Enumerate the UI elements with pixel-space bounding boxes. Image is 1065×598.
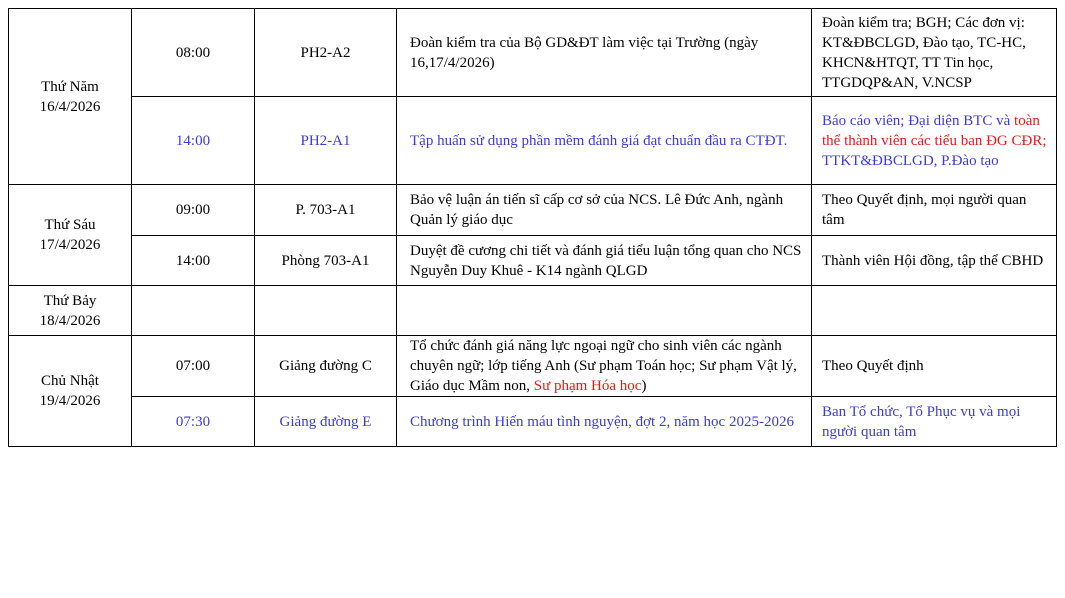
day-cell [9,9,132,185]
day-name: Thứ Năm [41,78,99,95]
day-date: 18/4/2026 [39,312,101,329]
place-cell: Giảng đường E [255,397,397,447]
table-row [9,286,1057,336]
participants-cell [812,286,1057,336]
time-cell: 07:30 [132,397,255,447]
day-date: 16/4/2026 [39,98,101,115]
day-name: Chủ Nhật [41,373,99,389]
day-date: 19/4/2026 [39,393,101,409]
content-cell: Bảo vệ luận án tiến sĩ cấp cơ sở của NCS. Lê Đức Anh, ngành Quản lý giáo dục [397,185,812,236]
content-cell: Tập huấn sử dụng phần mềm đánh giá đạt chuẩn đầu ra CTĐT. [397,97,812,185]
participants-text: Báo cáo viên; Đại diện BTC và [822,112,1011,129]
content-cell: Chương trình Hiến máu tình nguyện, đợt 2, năm học 2025-2026 [397,397,812,447]
table-row [9,185,1057,236]
participants-cell: Ban Tổ chức, Tổ Phục vụ và mọi người quan tâm [812,397,1057,447]
participants-cell: Thành viên Hội đồng, tập thể CBHD [812,236,1057,286]
place-cell [255,286,397,336]
day-date: 17/4/2026 [39,237,101,253]
day-cell [9,336,132,447]
place-cell: PH2-A2 [255,9,397,97]
place-cell: P. 703-A1 [255,185,397,236]
content-cell: Duyệt đề cương chi tiết và đánh giá tiểu luận tổng quan cho NCS Nguyễn Duy Khuê - K14 ngành QLGD [397,236,812,286]
participants-cell: Đoàn kiểm tra; BGH; Các đơn vị: KT&ĐBCLGD, Đào tạo, TC-HC, KHCN&HTQT, TT Tin học, TTGDQP&AN, V.NCSP [812,9,1057,97]
table-row [9,336,1057,397]
day-cell [9,286,132,336]
content-text: ) [641,378,647,394]
table-row [9,97,1057,185]
participants-text-highlight: toàn thể thành viên các tiểu ban ĐG CĐR; [822,112,1047,149]
content-cell: Đoàn kiểm tra của Bộ GD&ĐT làm việc tại Trường (ngày 16,17/4/2026) [397,9,812,97]
participants-cell [812,97,1057,185]
content-cell [397,286,812,336]
content-text: Tổ chức đánh giá năng lực ngoại ngữ cho sinh viên các ngành chuyên ngữ; lớp tiếng Anh (Sư phạm Toán học; Sư phạm Vật lý, Giáo dục Mầm non, [410,338,797,394]
time-cell [132,286,255,336]
place-cell: PH2-A1 [255,97,397,185]
schedule-table [8,8,1057,447]
table-row [9,236,1057,286]
place-cell: Phòng 703-A1 [255,236,397,286]
content-cell [397,336,812,397]
table-row [9,9,1057,97]
day-cell [9,185,132,286]
day-name: Thứ Sáu [44,217,96,233]
table-row [9,397,1057,447]
day-name: Thứ Bảy [43,292,97,309]
content-text-highlight: Sư phạm Hóa học [533,378,642,394]
time-cell: 09:00 [132,185,255,236]
participants-cell: Theo Quyết định, mọi người quan tâm [812,185,1057,236]
place-cell: Giảng đường C [255,336,397,397]
time-cell: 14:00 [132,97,255,185]
time-cell: 14:00 [132,236,255,286]
participants-text: TTKT&ĐBCLGD, P.Đào tạo [822,152,999,169]
participants-cell: Theo Quyết định [812,336,1057,397]
time-cell: 07:00 [132,336,255,397]
time-cell: 08:00 [132,9,255,97]
